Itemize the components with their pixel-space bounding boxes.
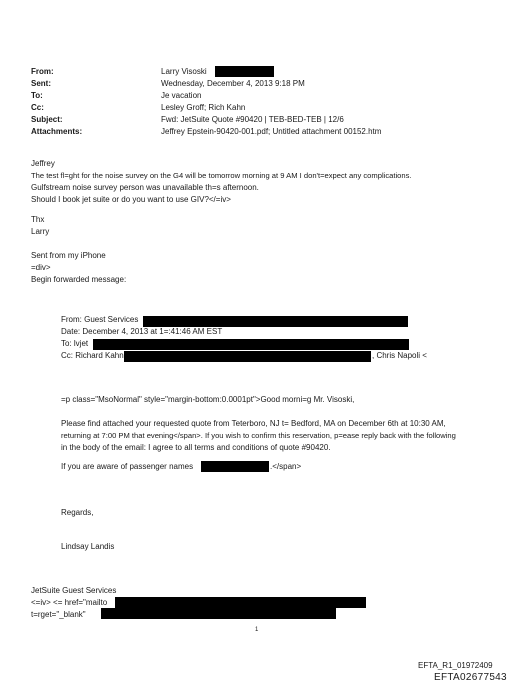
- greeting: Jeffrey: [31, 159, 55, 168]
- subject-value: Fwd: JetSuite Quote #90420 | TEB-BED-TEB | 12/6: [161, 115, 344, 124]
- page-number: 1: [255, 627, 259, 633]
- div-tag-line: =div>: [31, 263, 51, 272]
- sent-from-line: Sent from my iPhone: [31, 251, 106, 260]
- to-value: Je vacation: [161, 91, 202, 100]
- to-label: To:: [31, 91, 43, 100]
- sent-label: Sent:: [31, 79, 51, 88]
- passenger-suffix: .</span>: [270, 462, 302, 471]
- redaction-block: [101, 608, 336, 619]
- fwd-date-line: Date: December 4, 2013 at 1=:41:46 AM EST: [61, 327, 223, 336]
- footer-line-a: <=iv> <= href="mailto: [31, 598, 108, 607]
- cc-label: Cc:: [31, 103, 44, 112]
- fwd-from-line: From: Guest Services: [61, 315, 139, 324]
- body-line-3: Should I book jet suite or do you want to use GIV?</=iv>: [31, 195, 231, 204]
- p-class-line: =p class="MsoNormal" style="margin-bottom:0.0001pt">Good morni=g Mr. Visoski,: [61, 395, 355, 404]
- regards-text: Regards,: [61, 508, 94, 517]
- thx-text: Thx: [31, 215, 45, 224]
- bates-line-1: EFTA_R1_01972409: [418, 661, 493, 670]
- fwd-to-line: To: lvjet: [61, 339, 89, 348]
- bates-line-2: EFTA02677543: [434, 672, 507, 683]
- sender-name: Larry: [31, 227, 50, 236]
- signature-text: Lindsay Landis: [61, 542, 115, 551]
- body-line-1: The test fl=ght for the noise survey on the G4 will be tomorrow morning at 9 AM I don't=expect any complications.: [31, 171, 412, 180]
- from-value: Larry Visoski: [161, 67, 207, 76]
- para1-line-3: in the body of the email: I agree to all terms and conditions of quote #90420.: [61, 443, 331, 452]
- body-line-2: Gulfstream noise survey person was unavailable th=s afternoon.: [31, 183, 259, 192]
- from-label: From:: [31, 67, 54, 76]
- cc-value: Lesley Groff; Rich Kahn: [161, 103, 246, 112]
- passenger-line: If you are aware of passenger names: [61, 462, 194, 471]
- subject-label: Subject:: [31, 115, 63, 124]
- fwd-cc-suffix: , Chris Napoli <: [372, 351, 427, 360]
- footer-line-b: t=rget="_blank": [31, 610, 86, 619]
- redaction-block: [143, 316, 408, 327]
- redaction-block: [93, 339, 409, 350]
- attachments-label: Attachments:: [31, 127, 83, 136]
- company-name: JetSuite Guest Services: [31, 586, 117, 595]
- begin-forwarded-line: Begin forwarded message:: [31, 275, 127, 284]
- redaction-block: [124, 351, 371, 362]
- para1-line-1: Please find attached your requested quote from Teterboro, NJ t= Bedford, MA on December 6th at 10:30 AM,: [61, 419, 446, 428]
- fwd-cc-line: Cc: Richard Kahn: [61, 351, 124, 360]
- attachments-value: Jeffrey Epstein-90420-001.pdf; Untitled attachment 00152.htm: [161, 127, 382, 136]
- redaction-block: [115, 597, 366, 608]
- redaction-block: [201, 461, 269, 472]
- redaction-block: [215, 66, 274, 77]
- para1-line-2: returning at 7:00 PM that evening</span>. If you wish to confirm this reservation, p=ease reply back with the following: [61, 431, 456, 440]
- sent-value: Wednesday, December 4, 2013 9:18 PM: [161, 79, 305, 88]
